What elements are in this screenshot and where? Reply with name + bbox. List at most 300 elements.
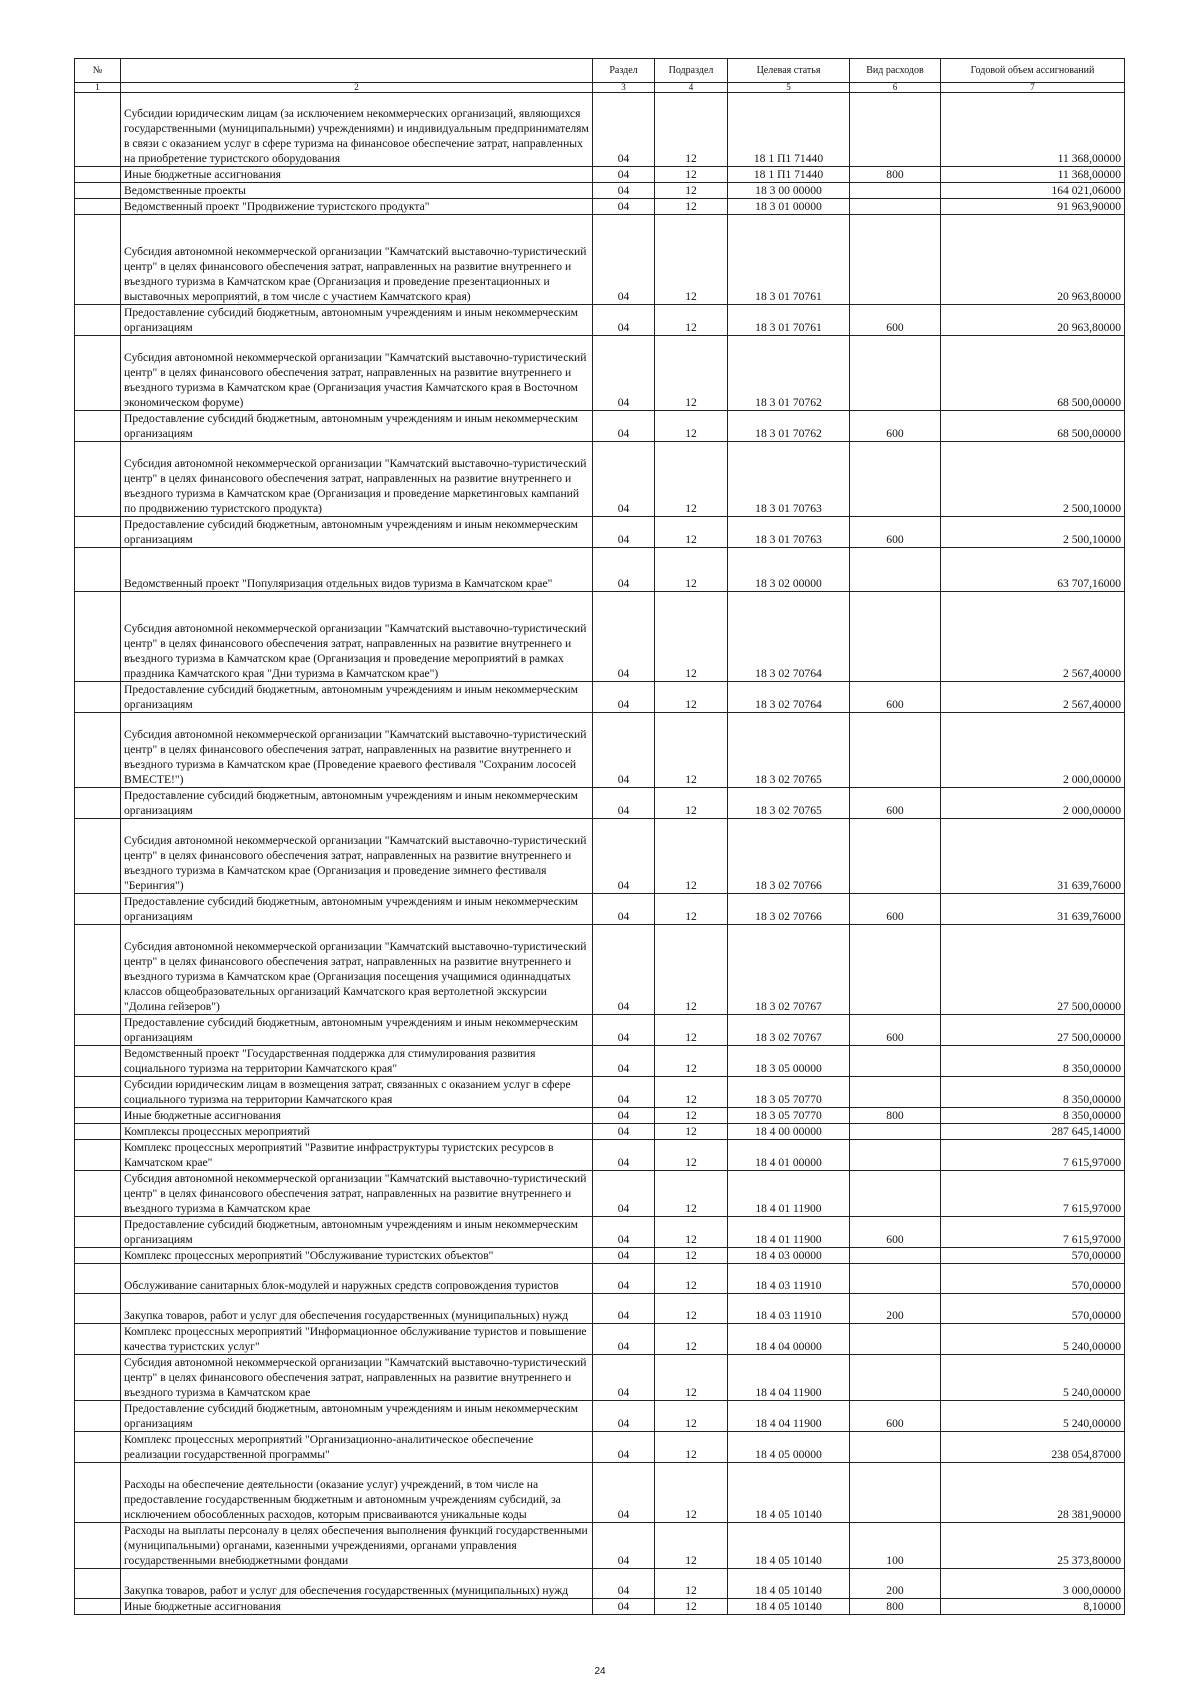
cell-description: Предоставление субсидий бюджетным, автономным учреждениям и иным некоммерческим организациям xyxy=(121,305,593,336)
cell-podrazdel: 12 xyxy=(655,925,728,1015)
cell-razdel: 04 xyxy=(593,199,655,215)
cell-razdel: 04 xyxy=(593,1432,655,1463)
column-number: 1 xyxy=(75,83,121,93)
cell-vid-raskhodov: 600 xyxy=(850,894,941,925)
cell-description: Субсидии юридическим лицам в возмещения затрат, связанных с оказанием услуг в сфере социального туризма на территории Камчатского края xyxy=(121,1077,593,1108)
cell-tselevaya-statya: 18 3 01 70761 xyxy=(728,215,850,305)
cell-no xyxy=(75,1248,121,1264)
cell-podrazdel: 12 xyxy=(655,819,728,894)
cell-description: Комплекс процессных мероприятий "Информационное обслуживание туристов и повышение качества туристских услуг" xyxy=(121,1324,593,1355)
cell-amount: 11 368,00000 xyxy=(941,93,1125,167)
table-row xyxy=(75,1294,1125,1324)
cell-no xyxy=(75,682,121,713)
cell-tselevaya-statya: 18 4 00 00000 xyxy=(728,1124,850,1140)
cell-razdel: 04 xyxy=(593,788,655,819)
cell-no xyxy=(75,1599,121,1615)
cell-razdel: 04 xyxy=(593,1355,655,1401)
cell-vid-raskhodov: 800 xyxy=(850,1599,941,1615)
cell-tselevaya-statya: 18 3 05 70770 xyxy=(728,1077,850,1108)
cell-podrazdel: 12 xyxy=(655,548,728,592)
cell-description: Субсидия автономной некоммерческой организации "Камчатский выставочно-туристический центр" в целях финансового обеспечения затрат, направленных на развитие внутреннего и въездного туризма в Камчатском крае xyxy=(121,1355,593,1401)
cell-tselevaya-statya: 18 3 01 70762 xyxy=(728,411,850,442)
cell-description: Предоставление субсидий бюджетным, автономным учреждениям и иным некоммерческим организациям xyxy=(121,788,593,819)
cell-tselevaya-statya: 18 3 02 70767 xyxy=(728,1015,850,1046)
table-row xyxy=(75,1523,1125,1569)
cell-tselevaya-statya: 18 3 02 70766 xyxy=(728,819,850,894)
cell-description: Комплексы процессных мероприятий xyxy=(121,1124,593,1140)
table-row xyxy=(75,199,1125,215)
cell-description: Субсидия автономной некоммерческой организации "Камчатский выставочно-туристический центр" в целях финансового обеспечения затрат, направленных на развитие внутреннего и въездного туризма в Камчатском крае xyxy=(121,1171,593,1217)
cell-description: Субсидия автономной некоммерческой организации "Камчатский выставочно-туристический центр" в целях финансового обеспечения затрат, направленных на развитие внутреннего и въездного туризма в Камчатском крае (Организация и проведение зимнего фестиваля "Берингия") xyxy=(121,819,593,894)
cell-vid-raskhodov: 600 xyxy=(850,788,941,819)
cell-description: Субсидии юридическим лицам (за исключением некоммерческих организаций, являющихся государственными (муниципальными) учреждениями) и индивидуальным предпринимателям в связи с оказанием услуг в сфере туризма на финансовое обеспечение затрат, направленных на приобретение туристского оборудования xyxy=(121,93,593,167)
cell-razdel: 04 xyxy=(593,548,655,592)
cell-vid-raskhodov xyxy=(850,1124,941,1140)
header-no: № xyxy=(75,59,121,83)
cell-vid-raskhodov: 600 xyxy=(850,1015,941,1046)
cell-vid-raskhodov xyxy=(850,336,941,411)
cell-podrazdel: 12 xyxy=(655,592,728,682)
cell-razdel: 04 xyxy=(593,442,655,517)
cell-amount: 31 639,76000 xyxy=(941,894,1125,925)
cell-podrazdel: 12 xyxy=(655,442,728,517)
header-godovoy-obem: Годовой объем ассигнований xyxy=(941,59,1125,83)
cell-no xyxy=(75,1124,121,1140)
cell-podrazdel: 12 xyxy=(655,788,728,819)
table-row xyxy=(75,819,1125,894)
cell-no xyxy=(75,1140,121,1171)
cell-no xyxy=(75,336,121,411)
cell-vid-raskhodov: 200 xyxy=(850,1569,941,1599)
cell-podrazdel: 12 xyxy=(655,682,728,713)
cell-tselevaya-statya: 18 3 00 00000 xyxy=(728,183,850,199)
header-razdel: Раздел xyxy=(593,59,655,83)
cell-podrazdel: 12 xyxy=(655,93,728,167)
cell-razdel: 04 xyxy=(593,1108,655,1124)
cell-no xyxy=(75,1171,121,1217)
cell-description: Предоставление субсидий бюджетным, автономным учреждениям и иным некоммерческим организациям xyxy=(121,1015,593,1046)
cell-description: Расходы на обеспечение деятельности (оказание услуг) учреждений, в том числе на предоставление государственным бюджетным и автономным учреждениям субсидий, за исключением обособленных расходов, которым присваиваются уникальные коды xyxy=(121,1463,593,1523)
cell-amount: 68 500,00000 xyxy=(941,336,1125,411)
cell-tselevaya-statya: 18 4 05 00000 xyxy=(728,1432,850,1463)
table-row xyxy=(75,93,1125,167)
cell-podrazdel: 12 xyxy=(655,1599,728,1615)
table-row xyxy=(75,336,1125,411)
table-row xyxy=(75,442,1125,517)
cell-description: Комплекс процессных мероприятий "Обслуживание туристских объектов" xyxy=(121,1248,593,1264)
table-body xyxy=(75,93,1125,1615)
cell-amount: 28 381,90000 xyxy=(941,1463,1125,1523)
cell-amount: 2 567,40000 xyxy=(941,592,1125,682)
column-number: 4 xyxy=(655,83,728,93)
cell-tselevaya-statya: 18 4 01 00000 xyxy=(728,1140,850,1171)
cell-vid-raskhodov xyxy=(850,592,941,682)
cell-vid-raskhodov xyxy=(850,1077,941,1108)
cell-description: Обслуживание санитарных блок-модулей и наружных средств сопровождения туристов xyxy=(121,1264,593,1294)
cell-tselevaya-statya: 18 3 02 70765 xyxy=(728,713,850,788)
cell-no xyxy=(75,713,121,788)
cell-description: Ведомственный проект "Продвижение туристского продукта" xyxy=(121,199,593,215)
cell-vid-raskhodov xyxy=(850,199,941,215)
cell-razdel: 04 xyxy=(593,215,655,305)
cell-amount: 5 240,00000 xyxy=(941,1355,1125,1401)
cell-razdel: 04 xyxy=(593,1569,655,1599)
cell-description: Субсидия автономной некоммерческой организации "Камчатский выставочно-туристический центр" в целях финансового обеспечения затрат, направленных на развитие внутреннего и въездного туризма в Камчатском крае (Организация участия Камчатского края в Восточном экономическом форуме) xyxy=(121,336,593,411)
cell-razdel: 04 xyxy=(593,517,655,548)
cell-description: Ведомственный проект "Государственная поддержка для стимулирования развития социального туризма на территории Камчатского края" xyxy=(121,1046,593,1077)
cell-description: Субсидия автономной некоммерческой организации "Камчатский выставочно-туристический центр" в целях финансового обеспечения затрат, направленных на развитие внутреннего и въездного туризма в Камчатском крае (Проведение краевого фестиваля "Сохраним лососей ВМЕСТЕ!") xyxy=(121,713,593,788)
cell-podrazdel: 12 xyxy=(655,1171,728,1217)
cell-description: Комплекс процессных мероприятий "Организационно-аналитическое обеспечение реализации государственной программы" xyxy=(121,1432,593,1463)
cell-no xyxy=(75,1264,121,1294)
table-row xyxy=(75,592,1125,682)
cell-razdel: 04 xyxy=(593,1140,655,1171)
table-row xyxy=(75,925,1125,1015)
cell-amount: 2 000,00000 xyxy=(941,713,1125,788)
cell-tselevaya-statya: 18 4 05 10140 xyxy=(728,1523,850,1569)
cell-razdel: 04 xyxy=(593,1599,655,1615)
cell-amount: 8 350,00000 xyxy=(941,1077,1125,1108)
cell-podrazdel: 12 xyxy=(655,1108,728,1124)
cell-podrazdel: 12 xyxy=(655,1264,728,1294)
cell-amount: 5 240,00000 xyxy=(941,1401,1125,1432)
budget-table xyxy=(74,58,1125,1615)
cell-razdel: 04 xyxy=(593,1015,655,1046)
cell-podrazdel: 12 xyxy=(655,336,728,411)
cell-vid-raskhodov: 600 xyxy=(850,1401,941,1432)
cell-podrazdel: 12 xyxy=(655,183,728,199)
cell-description: Предоставление субсидий бюджетным, автономным учреждениям и иным некоммерческим организациям xyxy=(121,411,593,442)
cell-no xyxy=(75,167,121,183)
cell-razdel: 04 xyxy=(593,93,655,167)
cell-tselevaya-statya: 18 1 П1 71440 xyxy=(728,93,850,167)
cell-razdel: 04 xyxy=(593,925,655,1015)
cell-razdel: 04 xyxy=(593,1077,655,1108)
cell-razdel: 04 xyxy=(593,1171,655,1217)
cell-amount: 27 500,00000 xyxy=(941,925,1125,1015)
cell-amount: 20 963,80000 xyxy=(941,215,1125,305)
cell-vid-raskhodov: 600 xyxy=(850,411,941,442)
table-row xyxy=(75,1264,1125,1294)
cell-vid-raskhodov xyxy=(850,819,941,894)
cell-vid-raskhodov xyxy=(850,1046,941,1077)
cell-tselevaya-statya: 18 3 02 70766 xyxy=(728,894,850,925)
cell-description: Субсидия автономной некоммерческой организации "Камчатский выставочно-туристический центр" в целях финансового обеспечения затрат, направленных на развитие внутреннего и въездного туризма в Камчатском крае (Организация и проведение маркетинговых кампаний по продвижению туристского продукта) xyxy=(121,442,593,517)
cell-podrazdel: 12 xyxy=(655,1355,728,1401)
column-number: 3 xyxy=(593,83,655,93)
cell-tselevaya-statya: 18 4 04 00000 xyxy=(728,1324,850,1355)
cell-razdel: 04 xyxy=(593,411,655,442)
header-description xyxy=(121,59,593,83)
cell-vid-raskhodov: 800 xyxy=(850,1108,941,1124)
cell-vid-raskhodov xyxy=(850,1140,941,1171)
cell-no xyxy=(75,1569,121,1599)
cell-vid-raskhodov xyxy=(850,1248,941,1264)
budget-table-container xyxy=(74,58,1124,1615)
cell-razdel: 04 xyxy=(593,819,655,894)
cell-razdel: 04 xyxy=(593,1124,655,1140)
cell-podrazdel: 12 xyxy=(655,894,728,925)
table-row xyxy=(75,215,1125,305)
cell-tselevaya-statya: 18 4 01 11900 xyxy=(728,1217,850,1248)
table-row xyxy=(75,1463,1125,1523)
table-row xyxy=(75,894,1125,925)
cell-podrazdel: 12 xyxy=(655,215,728,305)
cell-no xyxy=(75,183,121,199)
cell-vid-raskhodov xyxy=(850,1324,941,1355)
table-row xyxy=(75,1432,1125,1463)
column-number: 5 xyxy=(728,83,850,93)
cell-tselevaya-statya: 18 3 01 70761 xyxy=(728,305,850,336)
cell-no xyxy=(75,1046,121,1077)
cell-razdel: 04 xyxy=(593,894,655,925)
cell-razdel: 04 xyxy=(593,1294,655,1324)
cell-tselevaya-statya: 18 3 02 70765 xyxy=(728,788,850,819)
cell-razdel: 04 xyxy=(593,336,655,411)
cell-no xyxy=(75,1401,121,1432)
cell-razdel: 04 xyxy=(593,682,655,713)
cell-podrazdel: 12 xyxy=(655,1140,728,1171)
cell-amount: 2 000,00000 xyxy=(941,788,1125,819)
cell-tselevaya-statya: 18 4 04 11900 xyxy=(728,1401,850,1432)
cell-amount: 7 615,97000 xyxy=(941,1140,1125,1171)
cell-no xyxy=(75,93,121,167)
cell-no xyxy=(75,1015,121,1046)
table-row xyxy=(75,1015,1125,1046)
cell-podrazdel: 12 xyxy=(655,199,728,215)
cell-vid-raskhodov xyxy=(850,713,941,788)
cell-amount: 7 615,97000 xyxy=(941,1171,1125,1217)
cell-no xyxy=(75,1355,121,1401)
column-number: 2 xyxy=(121,83,593,93)
table-row xyxy=(75,1077,1125,1108)
cell-amount: 5 240,00000 xyxy=(941,1324,1125,1355)
cell-description: Предоставление субсидий бюджетным, автономным учреждениям и иным некоммерческим организациям xyxy=(121,517,593,548)
cell-tselevaya-statya: 18 3 01 70763 xyxy=(728,442,850,517)
cell-tselevaya-statya: 18 4 03 00000 xyxy=(728,1248,850,1264)
cell-podrazdel: 12 xyxy=(655,1463,728,1523)
cell-amount: 2 567,40000 xyxy=(941,682,1125,713)
cell-razdel: 04 xyxy=(593,1463,655,1523)
table-row xyxy=(75,183,1125,199)
cell-vid-raskhodov: 800 xyxy=(850,167,941,183)
cell-podrazdel: 12 xyxy=(655,517,728,548)
cell-description: Иные бюджетные ассигнования xyxy=(121,1599,593,1615)
table-row xyxy=(75,411,1125,442)
table-row xyxy=(75,1248,1125,1264)
cell-no xyxy=(75,1523,121,1569)
header-vid-raskhodov: Вид расходов xyxy=(850,59,941,83)
cell-amount: 287 645,14000 xyxy=(941,1124,1125,1140)
cell-no xyxy=(75,442,121,517)
cell-podrazdel: 12 xyxy=(655,1401,728,1432)
header-row xyxy=(75,59,1125,83)
cell-podrazdel: 12 xyxy=(655,1046,728,1077)
cell-tselevaya-statya: 18 3 02 70764 xyxy=(728,592,850,682)
cell-tselevaya-statya: 18 4 01 11900 xyxy=(728,1171,850,1217)
cell-amount: 68 500,00000 xyxy=(941,411,1125,442)
cell-razdel: 04 xyxy=(593,1324,655,1355)
cell-description: Субсидия автономной некоммерческой организации "Камчатский выставочно-туристический центр" в целях финансового обеспечения затрат, направленных на развитие внутреннего и въездного туризма в Камчатском крае (Организация и проведение презентационных и выставочных мероприятий, в том числе с участием Камчатского края) xyxy=(121,215,593,305)
cell-description: Предоставление субсидий бюджетным, автономным учреждениям и иным некоммерческим организациям xyxy=(121,1401,593,1432)
cell-tselevaya-statya: 18 3 01 00000 xyxy=(728,199,850,215)
cell-no xyxy=(75,1217,121,1248)
cell-razdel: 04 xyxy=(593,1248,655,1264)
cell-podrazdel: 12 xyxy=(655,1248,728,1264)
table-row xyxy=(75,1217,1125,1248)
cell-no xyxy=(75,788,121,819)
cell-tselevaya-statya: 18 3 02 70764 xyxy=(728,682,850,713)
cell-amount: 8,10000 xyxy=(941,1599,1125,1615)
cell-description: Предоставление субсидий бюджетным, автономным учреждениям и иным некоммерческим организациям xyxy=(121,1217,593,1248)
cell-no xyxy=(75,1463,121,1523)
cell-amount: 91 963,90000 xyxy=(941,199,1125,215)
table-row xyxy=(75,1124,1125,1140)
cell-podrazdel: 12 xyxy=(655,1124,728,1140)
table-row xyxy=(75,788,1125,819)
cell-tselevaya-statya: 18 4 03 11910 xyxy=(728,1294,850,1324)
cell-razdel: 04 xyxy=(593,305,655,336)
cell-no xyxy=(75,411,121,442)
cell-description: Иные бюджетные ассигнования xyxy=(121,167,593,183)
cell-vid-raskhodov xyxy=(850,1171,941,1217)
cell-tselevaya-statya: 18 3 02 00000 xyxy=(728,548,850,592)
cell-description: Закупка товаров, работ и услуг для обеспечения государственных (муниципальных) нужд xyxy=(121,1569,593,1599)
cell-description: Закупка товаров, работ и услуг для обеспечения государственных (муниципальных) нужд xyxy=(121,1294,593,1324)
cell-no xyxy=(75,1432,121,1463)
cell-no xyxy=(75,592,121,682)
cell-vid-raskhodov xyxy=(850,183,941,199)
cell-amount: 7 615,97000 xyxy=(941,1217,1125,1248)
cell-vid-raskhodov: 600 xyxy=(850,682,941,713)
cell-tselevaya-statya: 18 3 05 70770 xyxy=(728,1108,850,1124)
table-row xyxy=(75,548,1125,592)
cell-amount: 570,00000 xyxy=(941,1264,1125,1294)
cell-no xyxy=(75,1324,121,1355)
cell-vid-raskhodov xyxy=(850,548,941,592)
cell-amount: 8 350,00000 xyxy=(941,1108,1125,1124)
cell-vid-raskhodov xyxy=(850,1432,941,1463)
table-row xyxy=(75,713,1125,788)
cell-vid-raskhodov xyxy=(850,925,941,1015)
cell-vid-raskhodov xyxy=(850,442,941,517)
cell-vid-raskhodov xyxy=(850,1463,941,1523)
cell-amount: 2 500,10000 xyxy=(941,442,1125,517)
cell-no xyxy=(75,517,121,548)
cell-tselevaya-statya: 18 1 П1 71440 xyxy=(728,167,850,183)
header-tselevaya-statya: Целевая статья xyxy=(728,59,850,83)
cell-description: Ведомственные проекты xyxy=(121,183,593,199)
cell-razdel: 04 xyxy=(593,1401,655,1432)
cell-description: Субсидия автономной некоммерческой организации "Камчатский выставочно-туристический центр" в целях финансового обеспечения затрат, направленных на развитие внутреннего и въездного туризма в Камчатском крае (Организация посещения учащимися одиннадцатых классов общеобразовательных организаций Камчатского края вертолетной экскурсии "Долина гейзеров") xyxy=(121,925,593,1015)
cell-vid-raskhodov xyxy=(850,93,941,167)
cell-amount: 11 368,00000 xyxy=(941,167,1125,183)
cell-amount: 570,00000 xyxy=(941,1248,1125,1264)
cell-amount: 63 707,16000 xyxy=(941,548,1125,592)
table-row xyxy=(75,1401,1125,1432)
cell-podrazdel: 12 xyxy=(655,167,728,183)
cell-no xyxy=(75,1294,121,1324)
cell-podrazdel: 12 xyxy=(655,1217,728,1248)
cell-podrazdel: 12 xyxy=(655,1432,728,1463)
cell-vid-raskhodov xyxy=(850,215,941,305)
header-podrazdel: Подраздел xyxy=(655,59,728,83)
cell-vid-raskhodov: 100 xyxy=(850,1523,941,1569)
cell-razdel: 04 xyxy=(593,1046,655,1077)
cell-razdel: 04 xyxy=(593,1264,655,1294)
cell-amount: 570,00000 xyxy=(941,1294,1125,1324)
cell-tselevaya-statya: 18 3 05 00000 xyxy=(728,1046,850,1077)
cell-podrazdel: 12 xyxy=(655,1324,728,1355)
table-row xyxy=(75,305,1125,336)
cell-no xyxy=(75,894,121,925)
cell-razdel: 04 xyxy=(593,592,655,682)
table-row xyxy=(75,1108,1125,1124)
cell-no xyxy=(75,925,121,1015)
cell-amount: 25 373,80000 xyxy=(941,1523,1125,1569)
cell-no xyxy=(75,1077,121,1108)
table-row xyxy=(75,1046,1125,1077)
cell-podrazdel: 12 xyxy=(655,713,728,788)
cell-amount: 2 500,10000 xyxy=(941,517,1125,548)
cell-podrazdel: 12 xyxy=(655,411,728,442)
cell-vid-raskhodov: 600 xyxy=(850,305,941,336)
cell-no xyxy=(75,819,121,894)
cell-amount: 20 963,80000 xyxy=(941,305,1125,336)
column-number: 7 xyxy=(941,83,1125,93)
table-row xyxy=(75,167,1125,183)
page-number: 24 xyxy=(594,1666,606,1677)
cell-tselevaya-statya: 18 4 05 10140 xyxy=(728,1463,850,1523)
cell-razdel: 04 xyxy=(593,1217,655,1248)
table-row xyxy=(75,1324,1125,1355)
table-row xyxy=(75,1171,1125,1217)
cell-description: Расходы на выплаты персоналу в целях обеспечения выполнения функций государственными (муниципальными) органами, казенными учреждениями, органами управления государственными внебюджетными фондами xyxy=(121,1523,593,1569)
cell-vid-raskhodov: 200 xyxy=(850,1294,941,1324)
cell-razdel: 04 xyxy=(593,1523,655,1569)
cell-podrazdel: 12 xyxy=(655,1569,728,1599)
table-row xyxy=(75,1355,1125,1401)
cell-no xyxy=(75,1108,121,1124)
cell-podrazdel: 12 xyxy=(655,1523,728,1569)
column-number: 6 xyxy=(850,83,941,93)
cell-tselevaya-statya: 18 4 05 10140 xyxy=(728,1599,850,1615)
table-row xyxy=(75,517,1125,548)
cell-description: Иные бюджетные ассигнования xyxy=(121,1108,593,1124)
cell-razdel: 04 xyxy=(593,713,655,788)
cell-tselevaya-statya: 18 4 05 10140 xyxy=(728,1569,850,1599)
cell-amount: 8 350,00000 xyxy=(941,1046,1125,1077)
cell-vid-raskhodov xyxy=(850,1355,941,1401)
table-row xyxy=(75,682,1125,713)
cell-tselevaya-statya: 18 3 02 70767 xyxy=(728,925,850,1015)
cell-podrazdel: 12 xyxy=(655,305,728,336)
table-row xyxy=(75,1140,1125,1171)
column-number-row xyxy=(75,83,1125,93)
cell-tselevaya-statya: 18 3 01 70762 xyxy=(728,336,850,411)
cell-description: Предоставление субсидий бюджетным, автономным учреждениям и иным некоммерческим организациям xyxy=(121,682,593,713)
cell-description: Предоставление субсидий бюджетным, автономным учреждениям и иным некоммерческим организациям xyxy=(121,894,593,925)
cell-no xyxy=(75,215,121,305)
cell-podrazdel: 12 xyxy=(655,1015,728,1046)
cell-vid-raskhodov: 600 xyxy=(850,1217,941,1248)
cell-no xyxy=(75,199,121,215)
cell-description: Субсидия автономной некоммерческой организации "Камчатский выставочно-туристический центр" в целях финансового обеспечения затрат, направленных на развитие внутреннего и въездного туризма в Камчатском крае (Организация и проведение мероприятий в рамках праздника Камчатского края "Дни туризма в Камчатском крае") xyxy=(121,592,593,682)
cell-amount: 3 000,00000 xyxy=(941,1569,1125,1599)
cell-no xyxy=(75,305,121,336)
cell-amount: 27 500,00000 xyxy=(941,1015,1125,1046)
cell-amount: 31 639,76000 xyxy=(941,819,1125,894)
